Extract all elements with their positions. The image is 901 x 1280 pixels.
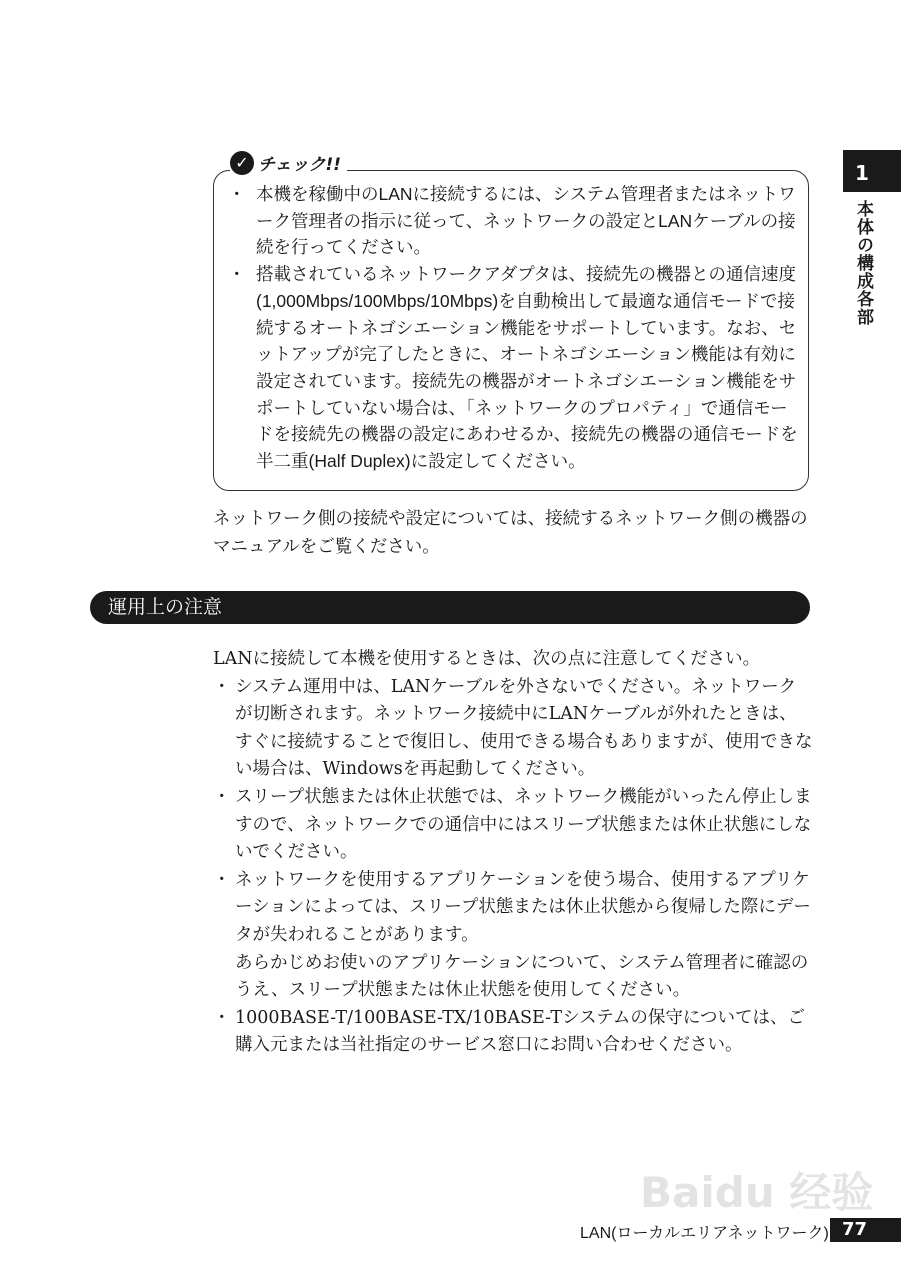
check-header xyxy=(230,150,347,175)
check-title: チェック!! xyxy=(258,155,341,175)
list-item: ・ 搭載されているネットワークアダプタは、接続先の機器との通信速度(1,000Mbps/100Mbps/10Mbps)を自動検出して最適な通信モードで接続するオートネゴシエーション機能をサポートしています。なお、セットアップが完了したときに、オートネゴシエーション機能は有効に設定されています。接続先の機器がオートネゴシエーション機能をサポートしていない場合は、「ネットワークのプロパティ」で通信モードを接続先の機器の設定にあわせるか、接続先の機器の通信モードを半二重(Half Duplex)に設定してください。 xyxy=(228,261,798,475)
list-item-text: スリープ状態または休止状態では、ネットワーク機能がいったん停止しますので、ネットワークでの通信中にはスリープ状態または休止状態にしないでください。 xyxy=(235,786,812,863)
list-item: ・ 1000BASE-T/100BASE-TX/10BASE-Tシステムの保守については、ご購入元または当社指定のサービス窓口にお問い合わせください。 xyxy=(213,1005,813,1060)
list-item-text: 本機を稼働中のLANに接続するには、システム管理者またはネットワーク管理者の指示に従って、ネットワークの設定とLANケーブルの接続を行ってください。 xyxy=(256,184,796,258)
checkmark-icon: ✓ xyxy=(230,151,254,175)
check-list xyxy=(228,181,798,475)
note-paragraph: ネットワーク側の接続や設定については、接続するネットワーク側の機器のマニュアルをご覧ください。 xyxy=(213,509,808,557)
watermark-logo: Baidu 经验 xyxy=(640,1168,874,1217)
list-item-text: ネットワークを使用するアプリケーションを使う場合、使用するアプリケーションによっては、スリープ状態または休止状態から復帰した際にデータが失われることがあります。 xyxy=(235,869,811,945)
list-item-text: 1000BASE-T/100BASE-TX/10BASE-Tシステムの保守については、ご購入元または当社指定のサービス窓口にお問い合わせください。 xyxy=(235,1007,805,1056)
chapter-title: 本体の構成各部 xyxy=(853,200,873,326)
list-item-text: システム運用中は、LANケーブルを外さないでください。ネットワークが切断されます。ネットワーク接続中にLANケーブルが外れたときは、すぐに接続することで復旧し、使用できる場合もありますが、使用できない場合は、Windowsを再起動してください。 xyxy=(235,676,813,780)
list-item-extra: あらかじめお使いのアプリケーションについて、システム管理者に確認のうえ、スリープ状態または休止状態を使用してください。 xyxy=(235,952,809,1001)
page-number: 77 xyxy=(830,1218,901,1242)
section-header: 運用上の注意 xyxy=(90,591,810,624)
caution-list xyxy=(213,646,813,1060)
list-item: ・ システム運用中は、LANケーブルを外さないでください。ネットワークが切断されます。ネットワーク接続中にLANケーブルが外れたときは、すぐに接続することで復旧し、使用できる場合もありますが、使用できない場合は、Windowsを再起動してください。 xyxy=(213,674,813,784)
list-item: ・ ネットワークを使用するアプリケーションを使う場合、使用するアプリケーションによっては、スリープ状態または休止状態から復帰した際にデータが失われることがあります。 あらかじめお使いのアプリケーションについて、システム管理者に確認のうえ、スリープ状態または休止状態を使用してください。 xyxy=(213,869,811,1001)
list-item: ・ 本機を稼働中のLANに接続するには、システム管理者またはネットワーク管理者の指示に従って、ネットワークの設定とLANケーブルの接続を行ってください。 xyxy=(228,181,798,261)
intro-text: LANに接続して本機を使用するときは、次の点に注意してください。 xyxy=(213,649,761,669)
chapter-number: 1 xyxy=(843,150,901,192)
list-item: ・ スリープ状態または休止状態では、ネットワーク機能がいったん停止しますので、ネットワークでの通信中にはスリープ状態または休止状態にしないでください。 xyxy=(213,784,813,867)
running-title: LAN(ローカルエリアネットワーク) xyxy=(580,1225,829,1242)
list-item-text: 搭載されているネットワークアダプタは、接続先の機器との通信速度(1,000Mbps/100Mbps/10Mbps)を自動検出して最適な通信モードで接続するオートネゴシエーション機能をサポートしています。なお、セットアップが完了したときに、オートネゴシエーション機能は有効に設定されています。接続先の機器がオートネゴシエーション機能をサポートしていない場合は、「ネットワークのプロパティ」で通信モードを接続先の機器の設定にあわせるか、接続先の機器の通信モードを半二重(Half Duplex)に設定してください。 xyxy=(256,264,798,472)
